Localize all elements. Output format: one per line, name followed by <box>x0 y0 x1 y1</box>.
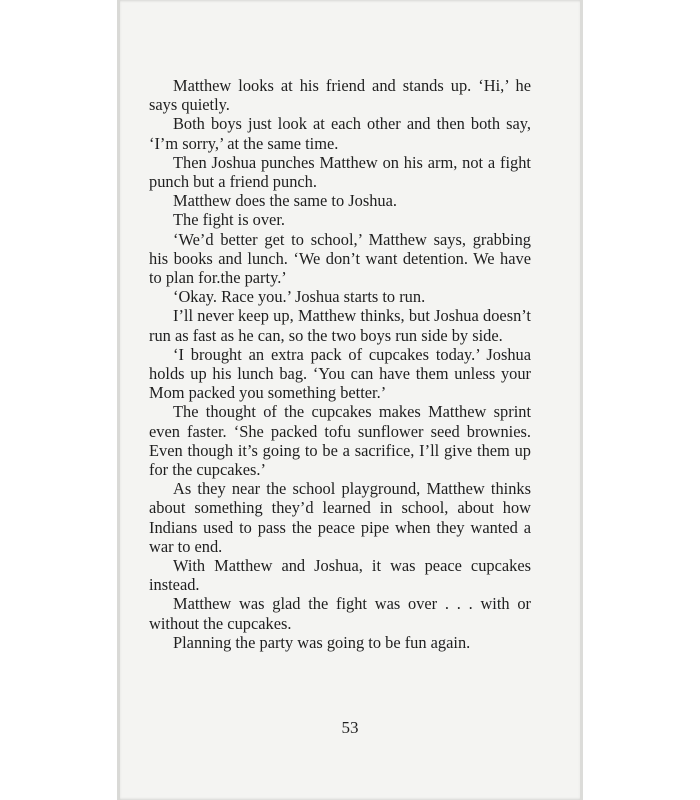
paragraph: Matthew was glad the fight was over . . . with or without the cupcakes. <box>149 594 531 633</box>
paragraph: ‘I brought an extra pack of cupcakes today.’ Joshua holds up his lunch bag. ‘You can have them unless your Mom packed you something better.’ <box>149 344 531 403</box>
paragraph: I’ll never keep up, Matthew thinks, but Joshua doesn’t run as fast as he can, so the two boys run side by side. <box>149 306 531 345</box>
page-left-edge <box>117 0 120 800</box>
paragraph: As they near the school playground, Matthew thinks about something they’d learned in school, about how Indians used to pass the peace pipe when they wanted a war to end. <box>149 479 531 556</box>
paragraph: The thought of the cupcakes makes Matthew sprint even faster. ‘She packed tofu sunflower seed brownies. Even though it’s going to be a sacrifice, I’ll give them up for the cupcakes.’ <box>149 402 531 480</box>
paragraph: Matthew looks at his friend and stands up. ‘Hi,’ he says quietly. <box>149 76 531 115</box>
paragraph: Planning the party was going to be fun again. <box>173 632 471 652</box>
paragraph: ‘We’d better get to school,’ Matthew says, grabbing his books and lunch. ‘We don’t want detention. We have to plan for.the party.’ <box>149 229 531 288</box>
paragraph: The fight is over. <box>173 210 285 230</box>
page-body-text <box>149 76 531 652</box>
paragraph: With Matthew and Joshua, it was peace cupcakes instead. <box>149 556 531 595</box>
page-right-edge <box>580 0 583 800</box>
paragraph: Both boys just look at each other and then both say, ‘I’m sorry,’ at the same time. <box>149 114 531 153</box>
paragraph: Then Joshua punches Matthew on his arm, not a fight punch but a friend punch. <box>149 152 531 192</box>
paragraph: ‘Okay. Race you.’ Joshua starts to run. <box>173 287 426 307</box>
page-number: 53 <box>341 718 359 737</box>
paragraph: Matthew does the same to Joshua. <box>173 191 397 211</box>
